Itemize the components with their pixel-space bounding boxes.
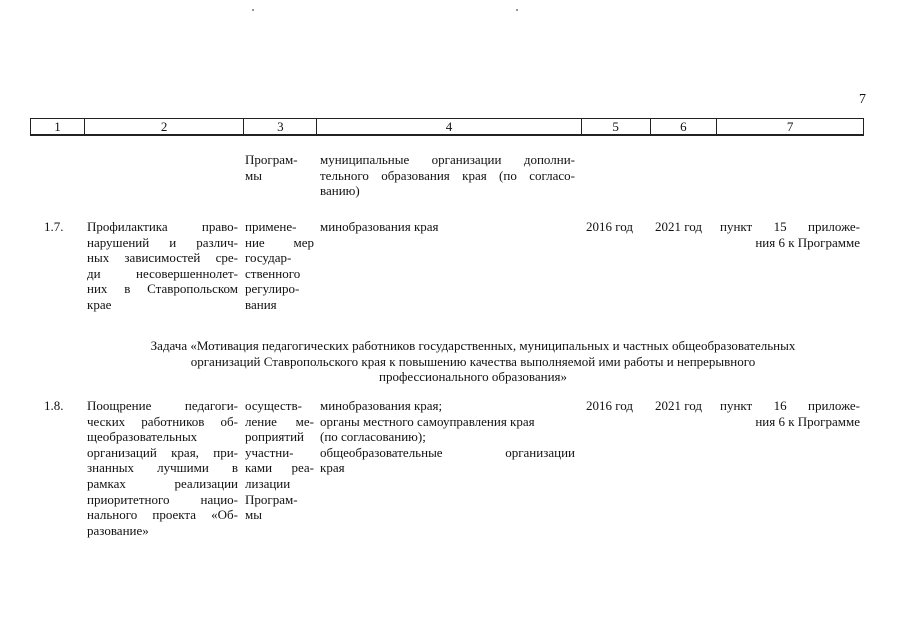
cont-executor-cell (320, 152, 575, 199)
column-number-row (30, 118, 864, 136)
measure-name-cell (87, 398, 238, 538)
text-line: ных зависимостей сре- (87, 250, 238, 266)
executor-cell (320, 398, 575, 476)
column-number: 7 (786, 118, 794, 134)
text-line: ние мер (245, 234, 314, 250)
text-line: них в Ставропольском (87, 281, 238, 297)
text-line: минобразования края (320, 219, 439, 234)
text-line: пункт 15 приложе- (720, 219, 860, 234)
text-line: крае (87, 296, 112, 312)
indicator-cell (720, 398, 860, 429)
text-line: Профилактика право- (87, 219, 238, 234)
text-line: ческих работников об- (87, 413, 238, 429)
method-cell (245, 398, 314, 523)
column-number: 2 (85, 119, 245, 134)
text-line: приоритетного нацио- (87, 491, 238, 507)
text-line: рамках реализации (87, 475, 238, 491)
column-number: 3 (244, 119, 317, 134)
indicator-cell (720, 219, 860, 250)
cont-method-cell (245, 152, 313, 183)
text-line: государ- (245, 250, 292, 266)
executor-cell (320, 219, 575, 235)
row-number: 1.8. (44, 398, 64, 413)
start-year: 2016 год (586, 398, 633, 413)
page-number: 7 (859, 92, 866, 107)
text-line: ди несовершеннолет- (87, 265, 238, 281)
text-line: органы местного самоуправления края (320, 413, 535, 429)
text-line: вания (245, 296, 277, 312)
text-line: мы (245, 507, 262, 523)
text-line: Програм- (245, 152, 298, 167)
text-line: минобразования края; (320, 398, 443, 413)
text-line: регулиро- (245, 281, 300, 297)
method-cell (245, 219, 314, 313)
text-line: профессионального образования» (378, 369, 568, 385)
task-heading (60, 338, 886, 385)
text-line: нального проекта «Об- (87, 507, 238, 523)
text-line: (по согласованию); (320, 429, 426, 445)
text-line: края (320, 460, 345, 476)
text-line: пункт 16 приложе- (720, 398, 860, 413)
text-line: знанных лучшими в (87, 460, 238, 476)
text-line: тельного образования края (по согласо- (320, 167, 575, 183)
text-line: ния 6 к Программе (755, 234, 860, 250)
end-year: 2021 год (655, 398, 702, 413)
text-line: Поощрение педагоги- (87, 398, 238, 413)
text-line: муниципальные организации дополни- (320, 152, 575, 167)
text-line: осуществ- (245, 398, 302, 413)
text-line: роприятий (245, 429, 304, 445)
scan-speck (516, 9, 518, 11)
text-line: ками реа- (245, 460, 314, 476)
text-line: щеобразовательных (87, 429, 198, 445)
text-line: организаций Ставропольского края к повышению качества выполняемой ими работы и непрерывного (190, 353, 756, 369)
text-line: Програм- (245, 491, 298, 507)
end-year: 2021 год (655, 219, 702, 234)
text-line: общеобразовательные организации (320, 444, 575, 460)
column-number: 1 (31, 119, 85, 134)
text-line: разование» (87, 522, 149, 538)
row-number: 1.7. (44, 219, 64, 234)
text-line: организаций края, при- (87, 444, 238, 460)
text-line: ственного (245, 265, 301, 281)
text-line: участни- (245, 444, 294, 460)
column-number: 6 (651, 119, 718, 134)
text-line: примене- (245, 219, 297, 234)
text-line: мы (245, 167, 262, 183)
column-number: 4 (317, 119, 581, 134)
text-line: ление ме- (245, 413, 314, 429)
text-line: ванию) (320, 183, 360, 199)
text-line: нарушений и различ- (87, 234, 238, 250)
column-number: 5 (582, 119, 651, 134)
text-line: лизации (245, 475, 291, 491)
text-line: ния 6 к Программе (755, 413, 860, 429)
start-year: 2016 год (586, 219, 633, 234)
scan-speck (252, 9, 254, 11)
measure-name-cell (87, 219, 238, 313)
text-line: Задача «Мотивация педагогических работников государственных, муниципальных и частных общеобразовательных (150, 338, 796, 353)
